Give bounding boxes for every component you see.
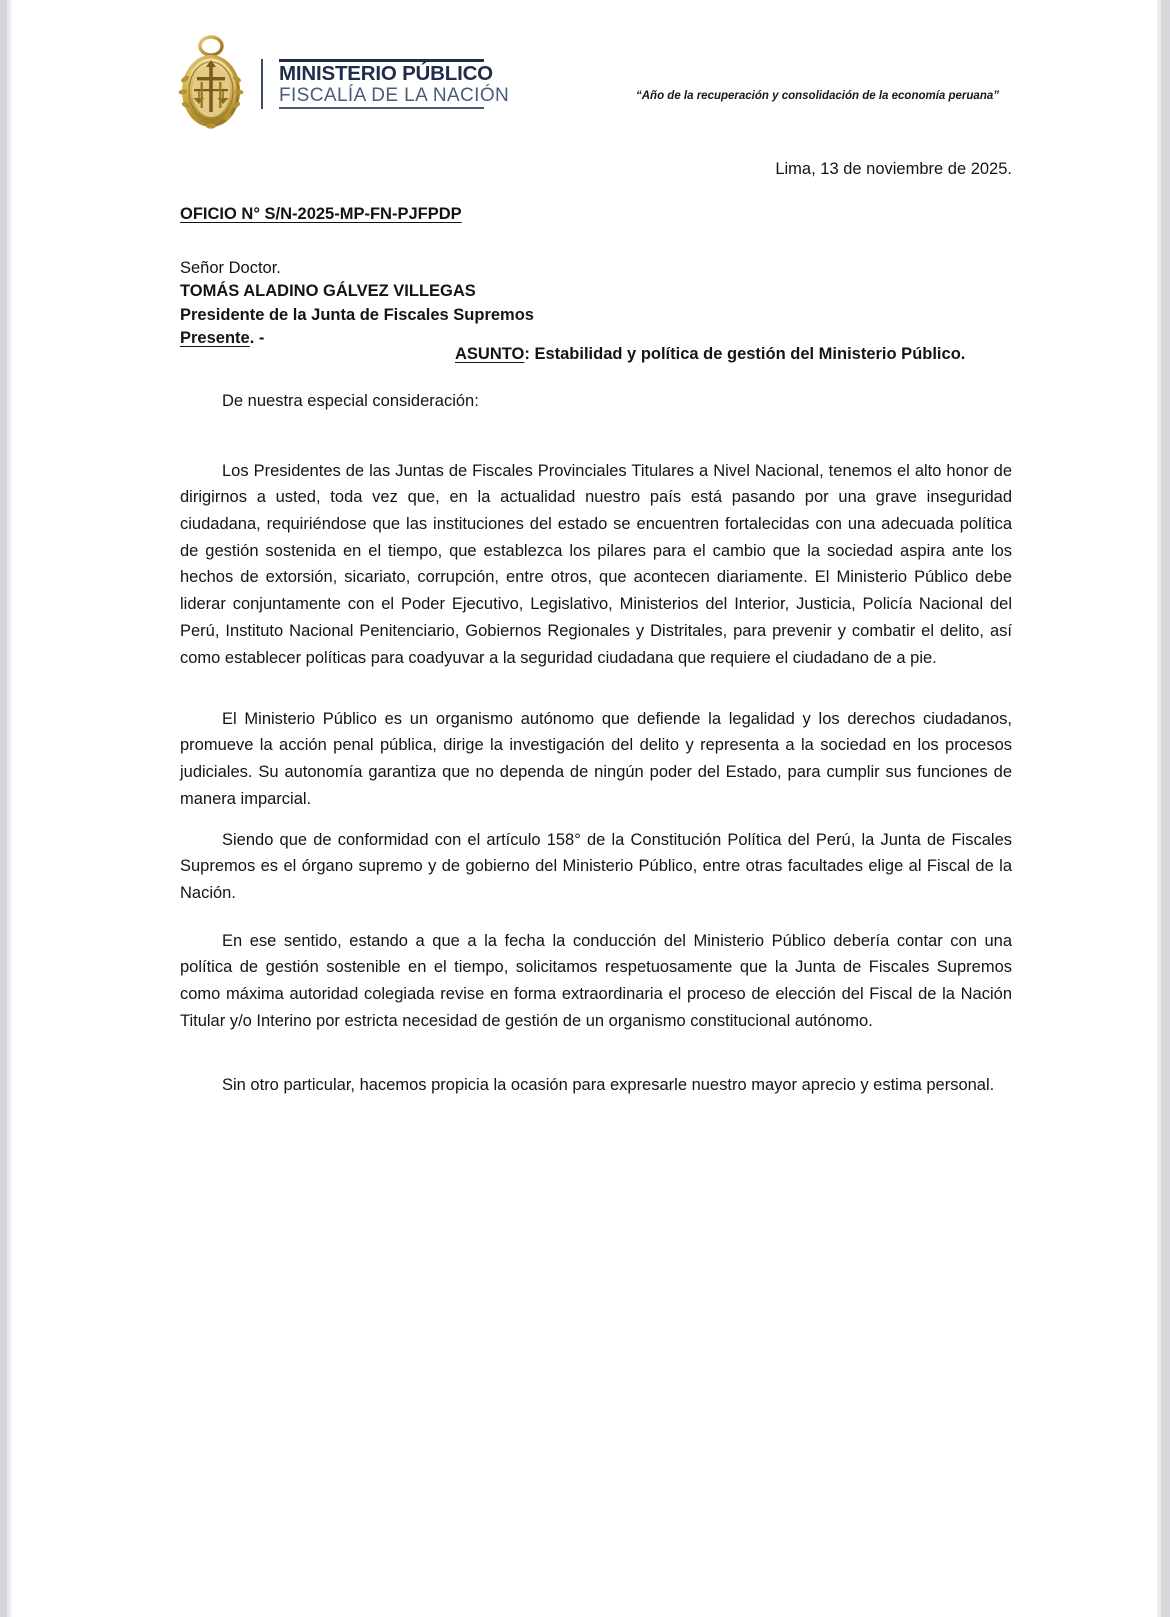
- letterhead: [175, 34, 509, 134]
- body-paragraph: Sin otro particular, hacemos propicia la ocasión para expresarle nuestro mayor aprecio y estima personal.: [222, 1075, 995, 1094]
- subject-line: [455, 345, 965, 364]
- addressee-position: Presidente de la Junta de Fiscales Supremos: [180, 305, 534, 324]
- wordmark-line-1: MINISTERIO PÚBLICO: [279, 61, 493, 85]
- addressee-delivery-label: Presente: [180, 329, 250, 348]
- addressee-delivery-suffix: . -: [249, 329, 265, 348]
- year-slogan: “Año de la recuperación y consolidación de la economía peruana”: [636, 90, 999, 102]
- subject-label: ASUNTO: [455, 345, 525, 363]
- addressee-name: TOMÁS ALADINO GÁLVEZ VILLEGAS: [180, 282, 476, 301]
- addressee-title: Señor Doctor.: [180, 259, 281, 277]
- body-paragraph: El Ministerio Público es un organismo autónomo que defiende la legalidad y los derechos ciudadanos, promueve la acción penal pública, dirige la investigación del delito y representa a la sociedad en los procesos judiciales. Su autonomía garantiza que no dependa de ningún poder del Estado, para cumplir sus funciones de manera imparcial.: [180, 709, 1012, 808]
- body-paragraph: Los Presidentes de las Juntas de Fiscales Provinciales Titulares a Nivel Nacional, tenemos el alto honor de dirigirnos a usted, toda vez que, en la actualidad nuestro país está pasando por una grave inseguridad ciudadana, requiriéndose que las instituciones del estado se encuentren fortalecidas con una adecuada política de gestión sostenida en el tiempo, que establezca los pilares para el cambio que la sociedad aspira ante los hechos de extorsión, sicariato, corrupción, entre otros, que acontecen diariamente. El Ministerio Público debe liderar conjuntamente con el Poder Ejecutivo, Legislativo, Ministerios del Interior, Justicia, Policía Nacional del Perú, Instituto Nacional Penitenciario, Gobiernos Regionales y Distritales, para prevenir y combatir el delito, así como establecer políticas para coadyuvar a la seguridad ciudadana que requiere el ciudadano de a pie.: [180, 461, 1012, 667]
- date-line: Lima, 13 de noviembre de 2025.: [775, 160, 1012, 178]
- letterhead-wordmark: [261, 59, 509, 110]
- addressee-block: [180, 257, 534, 351]
- coat-of-arms-emblem-icon: [175, 34, 247, 134]
- salutation: De nuestra especial consideración:: [222, 392, 479, 410]
- body-paragraph: En ese sentido, estando a que a la fecha la conducción del Ministerio Público debería contar con una política de gestión sostenible en el tiempo, solicitamos respetuosamente que la Junta de Fiscales Supremos como máxima autoridad colegiada revise en forma extraordinaria el proceso de elección del Fiscal de la Nación Titular y/o Interino por estricta necesidad de gestión de un organismo constitucional autónomo.: [180, 931, 1012, 1030]
- document-reference-number: OFICIO N° S/N-2025-MP-FN-PJFPDP: [180, 205, 462, 223]
- wordmark-rule-bottom: [279, 107, 484, 109]
- body-paragraph: Siendo que de conformidad con el artículo 158° de la Constitución Política del Perú, la Junta de Fiscales Supremos es el órgano supremo y de gobierno del Ministerio Público, entre otras facultades elige al Fiscal de la Nación.: [180, 830, 1012, 902]
- wordmark-line-2: FISCALÍA DE LA NACIÓN: [279, 85, 510, 107]
- document-page: [12, 0, 1157, 1617]
- subject-text: : Estabilidad y política de gestión del Ministerio Público.: [524, 345, 966, 363]
